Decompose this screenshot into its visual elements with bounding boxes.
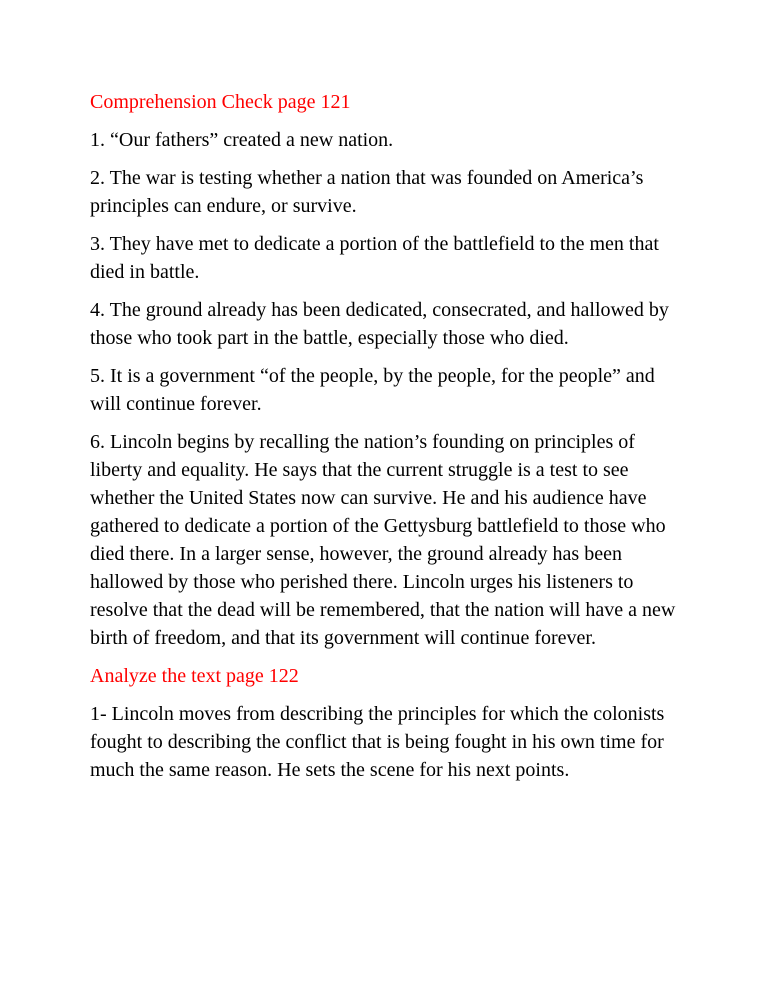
section-heading-analyze-the-text: Analyze the text page 122 xyxy=(90,665,299,687)
answer-paragraph-3: 3. They have met to dedicate a portion of the battlefield to the men that died in battle. xyxy=(90,233,659,283)
answer-paragraph-2: 2. The war is testing whether a nation that was founded on America’s principles can endure, or survive. xyxy=(90,167,644,217)
answer-paragraph-6: 6. Lincoln begins by recalling the nation’s founding on principles of liberty and equality. He says that the current struggle is a test to see whether the United States now can survive. He and his audience have gathered to dedicate a portion of the Gettysburg battlefield to those who died there. In a larger sense, however, the ground already has been hallowed by those who perished there. Lincoln urges his listeners to resolve that the dead will be remembered, that the nation will have a new birth of freedom, and that its government will continue forever. xyxy=(90,431,676,649)
answer-paragraph-5: 5. It is a government “of the people, by the people, for the people” and will continue forever. xyxy=(90,365,655,415)
answer-paragraph-4: 4. The ground already has been dedicated, consecrated, and hallowed by those who took part in the battle, especially those who died. xyxy=(90,299,669,349)
answer-paragraph-1: 1. “Our fathers” created a new nation. xyxy=(90,129,394,151)
analyze-paragraph-1: 1- Lincoln moves from describing the principles for which the colonists fought to describing the conflict that is being fought in his own time for much the same reason. He sets the scene for his next points. xyxy=(90,703,665,781)
section-heading-comprehension-check: Comprehension Check page 121 xyxy=(90,91,351,113)
